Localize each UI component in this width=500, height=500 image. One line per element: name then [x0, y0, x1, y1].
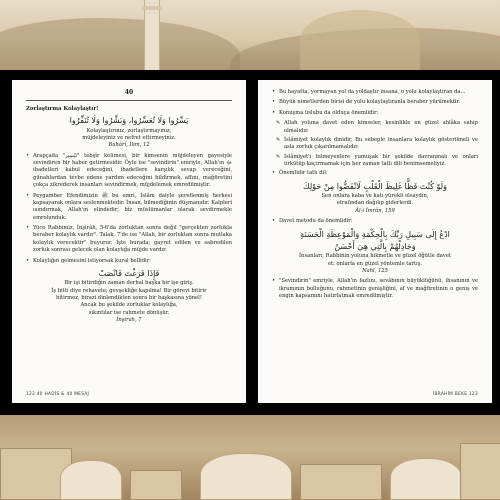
bullet-paragraph: • Yüce Rabbimiz, İnşirâh, 5-6'da zorluktan sonra değil "gerçekten zorlukla beraber kolaylık vardır". Talak, 7'de ise "Allah, bir zorluktan sonra mutlaka kolaylık verecektir" buyurur. İşte burada; gayret edilen ve sabredilen zorluk sonrası gelecek olan kolaylığa müjde vardır.: [26, 225, 232, 255]
bullet-paragraph: • Bu hayatta, yormayan yol da yoldaştır insana, o yolu kolaylaştıran da...: [272, 89, 478, 96]
background-bottom: [0, 415, 500, 500]
translation-line: sıkıntılar ise rahmete dönüşür.: [88, 309, 170, 316]
source-citation: Nahl, 125: [362, 268, 388, 275]
translation-line: Sen onlara kaba ve katı yürekli olsaydın,: [321, 193, 429, 200]
footer-right: İBRAHİM BEKE 123: [432, 391, 478, 397]
minaret-illustration: [144, 0, 160, 70]
page-footer: [26, 392, 232, 398]
arabic-verse: وَجَادِلْهُمْ بِالَّتِي هِيَ أَحْسَنُ: [334, 241, 416, 251]
page-header-number: 40: [124, 89, 134, 96]
sub-item: ✎ İslâmiyet'i bilmeyenlere yumuşak bir şekilde davranmalı ve onları ürkütüp kaçırmamak için her zaman tatlı dili benimsemeliyiz.: [276, 153, 478, 167]
translation-line: İnsanları, Rabbinin yoluna hikmetle ve güzel öğütle davet: [299, 253, 451, 260]
sub-item: ✎ Allah yoluna davet eden kimseler, kesinlikle en güzel ahlâka sahip olmalıdır.: [276, 120, 478, 134]
bullet-paragraph: • Büyük nimetlerden birisi de yolu kolaylaştıranla beraber yürümektir.: [272, 99, 478, 106]
section-title: Zorlaştırma Kolaylaştır!: [26, 105, 99, 112]
page-footer: [272, 392, 478, 398]
bullet-paragraph: • Arapçada "تَيْسِير" tebşîr kelimesi, bir kimsenin müjdeleyen gayesiyle sevindiren bir haber getirmesidir. Öyle ise "sevindirin" emriyle, Allah'ın ﷻ ibadetleri kabul edeceğini, ibadetlere karşılık sevap vereceğini, günahlardan tevbe edene yardım edeceğini bildirmek, affını, mağfiretini çokça zikrederek insanları sevindirmek, müjdelemek emredilmiştir.: [26, 153, 232, 190]
building-illustration: [130, 470, 182, 500]
translation-line: müjdeleyiniz ve nefret ettirmeyiniz.: [82, 134, 176, 141]
translation-line: et; onlarla en güzel yöntemle tartış.: [327, 260, 423, 267]
sub-item-text: Allah yoluna davet eden kimseler, kesinlikle en güzel ahlâka sahip olmalıdır.: [284, 120, 478, 134]
translation-line: Ancak bu şekilde zorluklar kolaylığa,: [80, 302, 178, 309]
bullet-paragraph: • Davet metodu da önemlidir:: [272, 218, 478, 225]
source-citation: Buhârî, İlim, 12: [108, 142, 150, 149]
bullet-paragraph: • "Sevindirin" emriyle, Allah'ın fazlını, sevâbının büyüklüğünü, ihsanının ve ikramının bolluğunu, rahmetinin genişliğini, af ve mağfiretinin o geniş ve engin kapsamını hatırlatmak emredilmiştir.: [272, 278, 478, 300]
left-page: [12, 80, 246, 403]
translation-line: etrafından dağılıp giderlerdi.: [336, 200, 414, 207]
translation-line: İş bitti diye rehavete; gevşekliğe kapılma! Bir görevi bitirir: [51, 287, 207, 294]
bullet-paragraph: • Kolaylığın gelmesini istiyorsak kural bellidir:: [26, 258, 232, 265]
bullet-paragraph: • Önemlidir tatlı dil:: [272, 170, 478, 177]
dome-illustration: [60, 460, 122, 500]
source-citation: Âl-i İmrân, 159: [355, 207, 395, 214]
arabic-verse: ادْعُ إِلَى سَبِيلِ رَبِّكَ بِالْحِكْمَةِ وَالْمَوْعِظَةِ الْحَسَنَةِ: [300, 229, 450, 239]
book-spread: [0, 70, 500, 415]
arabic-verse: فَإِذَا فَرَغْتَ فَانْصَبْ: [98, 268, 160, 278]
sub-item-text: İslâmiyet kolaylık dinidir. Bu sebeple insanlara kolaylık gösterilmeli ve asla zorluk çıkarılmamalıdır.: [284, 136, 478, 151]
arabic-verse: وَلَوْ كُنْتَ فَظًّا غَلِيظَ الْقَلْبِ لَانْفَضُّوا مِنْ حَوْلِكَ: [303, 181, 447, 191]
translation-line: Kolaylaştırınız, zorlaştırmayınız,: [86, 127, 172, 134]
background-mountain: [300, 10, 420, 70]
sub-item: ✎ İslâmiyet kolaylık dinidir. Bu sebeple insanlara kolaylık gösterilmeli ve asla zorluk çıkarılmamalıdır.: [276, 136, 478, 151]
translation-line: Bir işi bitirdiğin zaman derhal başka bir işe giriş.: [64, 280, 194, 287]
right-page: [258, 80, 492, 403]
translation-line: bitirmez, birazi dinlendikten sonra bir başkasına yönel!: [56, 295, 202, 302]
arabic-verse: يَسِّرُوا وَلَا تُعَسِّرُوا، وَبَشِّرُوا وَلَا تُنَفِّرُوا: [69, 116, 189, 126]
background-top: [0, 0, 500, 70]
building-illustration: [300, 464, 382, 500]
bullet-paragraph: • Peygamber Efendimizin ﷺ bu emri, İslâm daiyle şereflenmiş herkesi kapsayarak onlara seslenmektedir. İnsan, bilmediğinin düşmanıdır. Kalpleri ısındırmak, Allah'ın elindedir; biz müslümanlar olarak sevdirmekle emrolunduk.: [26, 193, 232, 223]
dome-illustration: [200, 453, 292, 500]
footer-left: 122 40 HADİS & 40 MESAJ: [26, 391, 90, 397]
building-illustration: [460, 443, 500, 500]
sub-item-text: İslâmiyet'i bilmeyenlere yumuşak bir şekilde davranmalı ve onları ürkütüp kaçırmamak için her zaman tatlı dili benimsemeliyiz.: [284, 153, 478, 167]
bullet-paragraph: • Konuşma üslubu da olduça önemlidir:: [272, 110, 478, 117]
dome-illustration: [390, 458, 462, 500]
divider: [26, 100, 232, 101]
source-citation: İnşirah, 7: [116, 317, 142, 324]
